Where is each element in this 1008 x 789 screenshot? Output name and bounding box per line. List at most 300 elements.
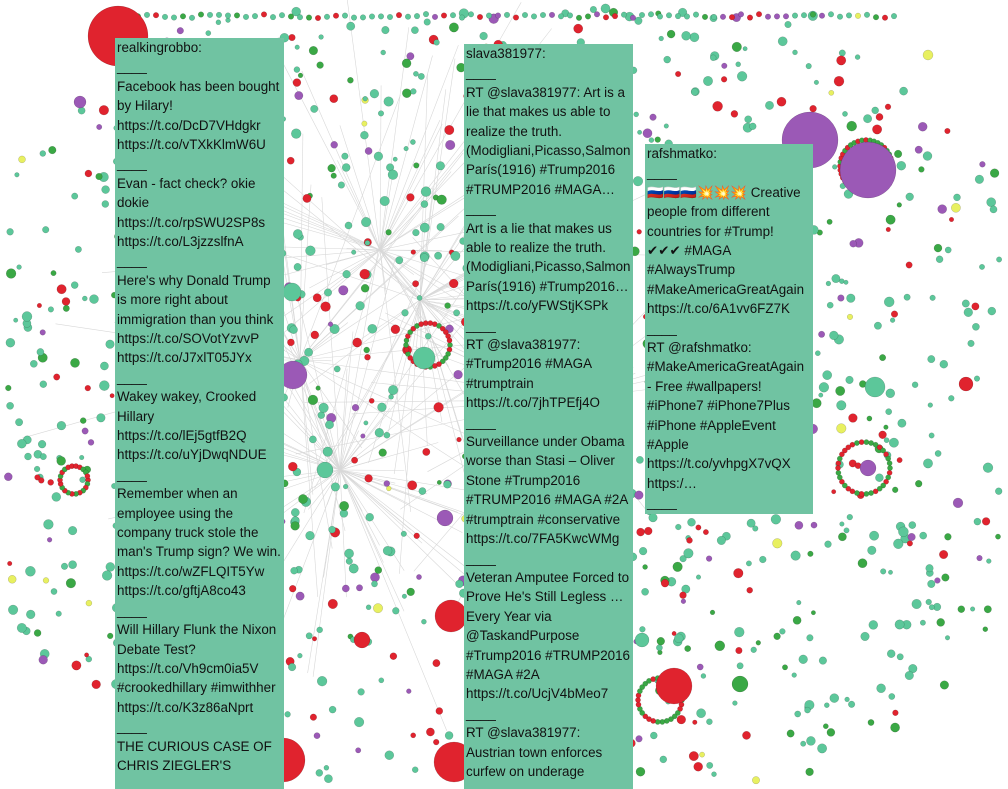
graph-node[interactable] xyxy=(567,13,573,19)
graph-node[interactable] xyxy=(928,403,933,408)
graph-node[interactable] xyxy=(886,409,892,415)
graph-node[interactable] xyxy=(783,13,789,19)
graph-node[interactable] xyxy=(72,193,78,199)
graph-node[interactable] xyxy=(765,14,771,20)
graph-node[interactable] xyxy=(660,756,667,763)
graph-node[interactable] xyxy=(979,264,984,269)
graph-node[interactable] xyxy=(413,71,418,76)
graph-node[interactable] xyxy=(339,286,349,296)
graph-node[interactable] xyxy=(434,252,441,259)
graph-node[interactable] xyxy=(456,580,464,588)
graph-node[interactable] xyxy=(839,50,845,56)
graph-node[interactable] xyxy=(847,514,853,520)
graph-node[interactable] xyxy=(940,360,948,368)
graph-node[interactable] xyxy=(987,198,996,207)
graph-node[interactable] xyxy=(893,710,899,716)
graph-node[interactable] xyxy=(25,566,35,576)
graph-node[interactable] xyxy=(771,514,781,524)
graph-node[interactable] xyxy=(380,196,390,206)
graph-node[interactable] xyxy=(17,623,26,632)
graph-node[interactable] xyxy=(875,474,883,482)
graph-node[interactable] xyxy=(974,518,981,525)
graph-node[interactable] xyxy=(689,751,698,760)
graph-node[interactable] xyxy=(834,76,844,86)
graph-node[interactable] xyxy=(893,539,903,549)
graph-node[interactable] xyxy=(432,14,438,20)
graph-node[interactable] xyxy=(207,12,213,18)
graph-node[interactable] xyxy=(688,518,696,526)
graph-node[interactable] xyxy=(378,403,387,412)
graph-node[interactable] xyxy=(68,526,77,535)
graph-node[interactable] xyxy=(420,254,428,262)
graph-node[interactable] xyxy=(366,513,374,521)
graph-node[interactable] xyxy=(70,358,79,367)
graph-node[interactable] xyxy=(144,12,150,18)
graph-node[interactable] xyxy=(929,433,934,438)
graph-node[interactable] xyxy=(703,529,708,534)
graph-node[interactable] xyxy=(630,15,636,21)
graph-node[interactable] xyxy=(778,37,787,46)
graph-node[interactable] xyxy=(402,309,409,316)
graph-node[interactable] xyxy=(747,15,753,21)
hub-node[interactable] xyxy=(840,142,896,198)
graph-node[interactable] xyxy=(954,194,961,201)
graph-node[interactable] xyxy=(107,633,113,639)
graph-node[interactable] xyxy=(732,42,742,52)
graph-node[interactable] xyxy=(717,536,726,545)
graph-node[interactable] xyxy=(731,110,738,117)
graph-node[interactable] xyxy=(287,157,294,164)
graph-node[interactable] xyxy=(309,46,318,55)
graph-node[interactable] xyxy=(988,307,996,315)
graph-node[interactable] xyxy=(712,772,717,777)
graph-node[interactable] xyxy=(785,21,792,28)
cluster-node[interactable] xyxy=(836,470,841,475)
graph-node[interactable] xyxy=(828,12,834,18)
cluster-node[interactable] xyxy=(864,491,869,496)
hub-node[interactable] xyxy=(959,377,973,391)
graph-node[interactable] xyxy=(449,279,458,288)
graph-node[interactable] xyxy=(574,24,583,33)
graph-node[interactable] xyxy=(80,418,86,424)
graph-node[interactable] xyxy=(288,14,294,20)
graph-node[interactable] xyxy=(737,663,743,669)
graph-node[interactable] xyxy=(84,653,88,657)
graph-node[interactable] xyxy=(636,767,645,776)
graph-node[interactable] xyxy=(983,627,988,632)
graph-node[interactable] xyxy=(742,731,750,739)
graph-node[interactable] xyxy=(639,12,645,18)
graph-node[interactable] xyxy=(40,151,46,157)
graph-node[interactable] xyxy=(713,101,723,111)
hub-node[interactable] xyxy=(74,96,86,108)
graph-node[interactable] xyxy=(421,187,431,197)
graph-node[interactable] xyxy=(361,284,369,292)
graph-node[interactable] xyxy=(369,14,375,20)
graph-node[interactable] xyxy=(603,14,609,20)
graph-node[interactable] xyxy=(42,226,49,233)
graph-node[interactable] xyxy=(72,661,81,670)
graph-node[interactable] xyxy=(825,541,832,548)
graph-node[interactable] xyxy=(343,270,351,278)
graph-node[interactable] xyxy=(939,550,948,559)
graph-node[interactable] xyxy=(905,671,914,680)
graph-node[interactable] xyxy=(847,121,857,131)
graph-node[interactable] xyxy=(106,562,115,571)
graph-node[interactable] xyxy=(923,152,932,161)
graph-node[interactable] xyxy=(837,424,847,434)
graph-node[interactable] xyxy=(549,12,555,18)
graph-node[interactable] xyxy=(363,96,368,101)
graph-node[interactable] xyxy=(407,194,415,202)
graph-node[interactable] xyxy=(805,707,811,713)
graph-node[interactable] xyxy=(707,762,713,768)
graph-node[interactable] xyxy=(934,244,942,252)
graph-node[interactable] xyxy=(558,13,564,19)
graph-node[interactable] xyxy=(82,296,87,301)
graph-node[interactable] xyxy=(97,124,102,129)
graph-node[interactable] xyxy=(759,556,766,563)
graph-node[interactable] xyxy=(243,14,249,20)
graph-node[interactable] xyxy=(54,374,60,380)
hub-node[interactable] xyxy=(435,600,467,632)
graph-node[interactable] xyxy=(366,605,371,610)
graph-node[interactable] xyxy=(40,381,47,388)
graph-node[interactable] xyxy=(832,165,837,170)
graph-node[interactable] xyxy=(891,311,898,318)
graph-node[interactable] xyxy=(846,13,852,19)
graph-node[interactable] xyxy=(189,15,195,21)
graph-node[interactable] xyxy=(915,146,922,153)
graph-node[interactable] xyxy=(51,588,57,594)
graph-node[interactable] xyxy=(408,481,417,490)
graph-node[interactable] xyxy=(445,125,454,134)
graph-node[interactable] xyxy=(416,574,421,579)
graph-node[interactable] xyxy=(890,318,895,323)
hub-node[interactable] xyxy=(656,668,692,704)
graph-node[interactable] xyxy=(972,323,979,330)
graph-node[interactable] xyxy=(162,14,168,20)
graph-node[interactable] xyxy=(49,146,57,154)
graph-node[interactable] xyxy=(684,549,694,559)
graph-node[interactable] xyxy=(752,777,759,784)
graph-node[interactable] xyxy=(433,739,439,745)
graph-node[interactable] xyxy=(734,568,744,578)
graph-node[interactable] xyxy=(339,501,348,510)
graph-node[interactable] xyxy=(819,13,825,19)
graph-node[interactable] xyxy=(895,620,904,629)
graph-node[interactable] xyxy=(774,633,781,640)
graph-node[interactable] xyxy=(953,498,963,508)
graph-node[interactable] xyxy=(882,15,888,21)
graph-node[interactable] xyxy=(102,201,109,208)
graph-node[interactable] xyxy=(396,257,403,264)
graph-node[interactable] xyxy=(303,194,311,202)
graph-node[interactable] xyxy=(437,480,441,484)
graph-node[interactable] xyxy=(379,678,384,683)
graph-node[interactable] xyxy=(908,533,916,541)
graph-node[interactable] xyxy=(39,655,48,664)
graph-node[interactable] xyxy=(52,492,61,501)
graph-node[interactable] xyxy=(57,285,66,294)
graph-node[interactable] xyxy=(14,318,18,322)
graph-node[interactable] xyxy=(291,522,300,531)
graph-node[interactable] xyxy=(795,521,803,529)
graph-node[interactable] xyxy=(106,340,115,349)
graph-node[interactable] xyxy=(306,531,315,540)
graph-node[interactable] xyxy=(360,269,370,279)
graph-node[interactable] xyxy=(352,404,359,411)
graph-node[interactable] xyxy=(876,113,883,120)
graph-node[interactable] xyxy=(838,533,846,541)
graph-node[interactable] xyxy=(837,14,843,20)
cluster-node[interactable] xyxy=(887,465,892,470)
graph-node[interactable] xyxy=(445,303,451,309)
graph-node[interactable] xyxy=(855,55,860,60)
graph-node[interactable] xyxy=(86,600,92,606)
graph-node[interactable] xyxy=(972,303,979,310)
graph-node[interactable] xyxy=(977,555,983,561)
graph-node[interactable] xyxy=(7,561,12,566)
graph-node[interactable] xyxy=(102,571,112,581)
graph-node[interactable] xyxy=(298,653,303,658)
graph-node[interactable] xyxy=(19,156,26,163)
graph-node[interactable] xyxy=(424,19,431,26)
graph-node[interactable] xyxy=(51,270,56,275)
graph-node[interactable] xyxy=(314,733,320,739)
graph-node[interactable] xyxy=(869,531,878,540)
graph-node[interactable] xyxy=(940,681,949,690)
graph-node[interactable] xyxy=(696,575,701,580)
graph-node[interactable] xyxy=(906,262,912,268)
graph-node[interactable] xyxy=(375,428,384,437)
hub-node[interactable] xyxy=(283,283,301,301)
graph-node[interactable] xyxy=(316,769,323,776)
graph-node[interactable] xyxy=(401,531,407,537)
cluster-node[interactable] xyxy=(887,461,892,466)
graph-node[interactable] xyxy=(636,456,643,463)
graph-node[interactable] xyxy=(904,294,910,300)
graph-node[interactable] xyxy=(926,599,932,605)
graph-node[interactable] xyxy=(810,105,817,112)
graph-node[interactable] xyxy=(40,453,46,459)
graph-node[interactable] xyxy=(945,247,951,253)
graph-node[interactable] xyxy=(362,121,367,126)
graph-node[interactable] xyxy=(34,466,40,472)
graph-node[interactable] xyxy=(279,12,285,18)
graph-node[interactable] xyxy=(8,605,18,615)
graph-node[interactable] xyxy=(433,659,440,666)
graph-node[interactable] xyxy=(706,719,712,725)
graph-node[interactable] xyxy=(324,14,330,20)
graph-node[interactable] xyxy=(349,564,358,573)
graph-node[interactable] xyxy=(177,27,184,34)
graph-node[interactable] xyxy=(995,488,1002,495)
graph-node[interactable] xyxy=(293,79,301,87)
graph-node[interactable] xyxy=(375,567,382,574)
graph-node[interactable] xyxy=(799,655,808,664)
graph-node[interactable] xyxy=(311,331,319,339)
graph-node[interactable] xyxy=(756,640,761,645)
graph-node[interactable] xyxy=(392,607,399,614)
graph-node[interactable] xyxy=(677,715,686,724)
graph-node[interactable] xyxy=(636,736,643,743)
graph-node[interactable] xyxy=(346,558,353,565)
graph-node[interactable] xyxy=(522,12,528,18)
graph-node[interactable] xyxy=(386,229,392,235)
graph-node[interactable] xyxy=(333,13,339,19)
graph-node[interactable] xyxy=(289,585,296,592)
graph-node[interactable] xyxy=(378,14,384,20)
graph-node[interactable] xyxy=(792,13,798,19)
graph-node[interactable] xyxy=(421,619,426,624)
graph-node[interactable] xyxy=(621,12,627,18)
graph-node[interactable] xyxy=(434,40,440,46)
graph-node[interactable] xyxy=(351,250,356,255)
graph-node[interactable] xyxy=(948,395,954,401)
graph-node[interactable] xyxy=(393,157,397,161)
graph-node[interactable] xyxy=(664,124,669,129)
graph-node[interactable] xyxy=(869,620,878,629)
graph-node[interactable] xyxy=(797,600,802,605)
graph-node[interactable] xyxy=(17,265,22,270)
graph-node[interactable] xyxy=(995,534,1000,539)
graph-node[interactable] xyxy=(110,394,114,398)
graph-node[interactable] xyxy=(325,421,333,429)
graph-node[interactable] xyxy=(675,71,681,77)
graph-node[interactable] xyxy=(324,775,332,783)
graph-node[interactable] xyxy=(317,627,323,633)
graph-node[interactable] xyxy=(942,574,950,582)
graph-node[interactable] xyxy=(370,89,379,98)
graph-node[interactable] xyxy=(674,634,683,643)
graph-node[interactable] xyxy=(426,728,434,736)
graph-node[interactable] xyxy=(290,326,298,334)
graph-node[interactable] xyxy=(351,457,357,463)
graph-node[interactable] xyxy=(383,546,392,555)
graph-node[interactable] xyxy=(402,594,407,599)
graph-node[interactable] xyxy=(343,484,348,489)
graph-node[interactable] xyxy=(792,673,797,678)
graph-node[interactable] xyxy=(6,269,16,279)
graph-node[interactable] xyxy=(701,674,706,679)
graph-node[interactable] xyxy=(402,89,411,98)
graph-node[interactable] xyxy=(261,12,267,18)
graph-node[interactable] xyxy=(836,386,845,395)
graph-node[interactable] xyxy=(311,105,318,112)
graph-node[interactable] xyxy=(71,282,78,289)
graph-node[interactable] xyxy=(418,73,424,79)
graph-node[interactable] xyxy=(216,12,222,18)
graph-node[interactable] xyxy=(434,402,444,412)
graph-node[interactable] xyxy=(832,490,836,494)
graph-node[interactable] xyxy=(331,483,340,492)
graph-node[interactable] xyxy=(667,30,675,38)
graph-node[interactable] xyxy=(891,13,897,19)
graph-node[interactable] xyxy=(884,438,889,443)
graph-node[interactable] xyxy=(324,289,332,297)
graph-node[interactable] xyxy=(62,298,70,306)
graph-node[interactable] xyxy=(986,559,991,564)
graph-node[interactable] xyxy=(323,447,333,457)
graph-node[interactable] xyxy=(379,449,387,457)
graph-node[interactable] xyxy=(99,381,109,391)
graph-node[interactable] xyxy=(356,301,365,310)
cluster-node[interactable] xyxy=(835,465,840,470)
graph-node[interactable] xyxy=(791,551,801,561)
graph-node[interactable] xyxy=(897,161,906,170)
graph-node[interactable] xyxy=(982,518,990,526)
graph-node[interactable] xyxy=(594,12,600,18)
graph-node[interactable] xyxy=(358,689,365,696)
graph-node[interactable] xyxy=(417,295,422,300)
graph-node[interactable] xyxy=(298,73,303,78)
graph-node[interactable] xyxy=(444,481,452,489)
graph-node[interactable] xyxy=(806,63,812,69)
graph-node[interactable] xyxy=(289,34,296,41)
graph-node[interactable] xyxy=(915,480,922,487)
graph-node[interactable] xyxy=(765,101,773,109)
graph-node[interactable] xyxy=(829,331,838,340)
graph-node[interactable] xyxy=(75,246,81,252)
graph-node[interactable] xyxy=(962,300,969,307)
graph-node[interactable] xyxy=(661,579,669,587)
graph-node[interactable] xyxy=(690,33,699,42)
graph-node[interactable] xyxy=(371,581,377,587)
graph-node[interactable] xyxy=(879,354,885,360)
graph-node[interactable] xyxy=(44,520,54,530)
graph-node[interactable] xyxy=(387,14,393,20)
graph-node[interactable] xyxy=(459,15,465,21)
graph-node[interactable] xyxy=(928,580,936,588)
graph-node[interactable] xyxy=(291,129,301,139)
graph-node[interactable] xyxy=(329,706,336,713)
graph-node[interactable] xyxy=(710,55,716,61)
graph-node[interactable] xyxy=(935,578,941,584)
graph-node[interactable] xyxy=(453,310,459,316)
graph-node[interactable] xyxy=(66,578,76,588)
graph-node[interactable] xyxy=(736,647,743,654)
graph-node[interactable] xyxy=(980,161,986,167)
hub-node[interactable] xyxy=(865,377,885,397)
graph-node[interactable] xyxy=(655,137,661,143)
hub-node[interactable] xyxy=(860,460,876,476)
graph-node[interactable] xyxy=(342,585,349,592)
graph-node[interactable] xyxy=(702,14,708,20)
graph-node[interactable] xyxy=(450,12,456,18)
graph-node[interactable] xyxy=(635,491,644,500)
graph-node[interactable] xyxy=(710,610,715,615)
graph-node[interactable] xyxy=(153,12,159,18)
graph-node[interactable] xyxy=(736,62,741,67)
graph-node[interactable] xyxy=(926,564,934,572)
graph-node[interactable] xyxy=(306,633,312,639)
graph-node[interactable] xyxy=(650,732,657,739)
graph-node[interactable] xyxy=(777,97,786,106)
graph-node[interactable] xyxy=(370,573,379,582)
graph-node[interactable] xyxy=(637,130,641,134)
graph-node[interactable] xyxy=(806,768,814,776)
graph-node[interactable] xyxy=(294,263,301,270)
graph-node[interactable] xyxy=(351,15,357,21)
graph-node[interactable] xyxy=(968,340,975,347)
graph-node[interactable] xyxy=(198,12,204,18)
graph-node[interactable] xyxy=(30,360,37,367)
graph-node[interactable] xyxy=(818,331,824,337)
graph-node[interactable] xyxy=(643,565,648,570)
graph-node[interactable] xyxy=(693,720,698,725)
graph-node[interactable] xyxy=(753,526,759,532)
